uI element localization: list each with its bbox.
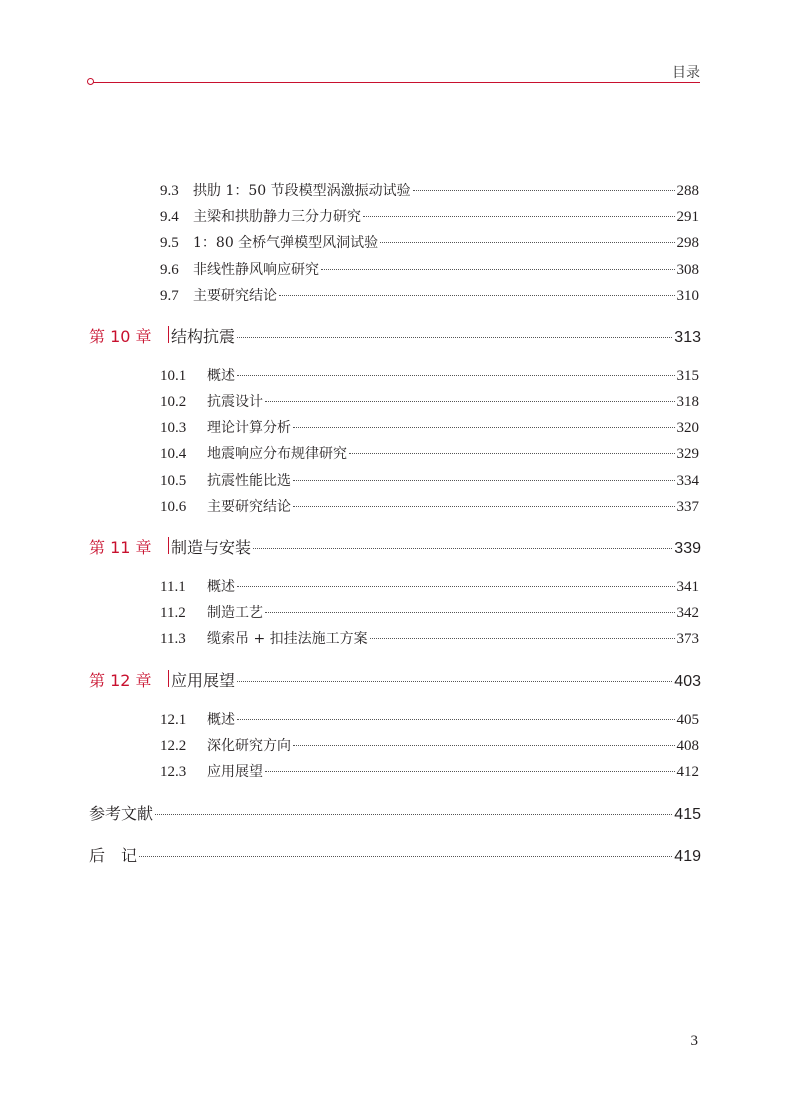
dot-leader: [265, 612, 675, 613]
toc-entry-12-3[interactable]: [160, 761, 699, 781]
page-number: 341: [676, 579, 699, 595]
chapter-label: 第 12 章: [89, 668, 171, 691]
dot-leader: [155, 814, 672, 815]
chapter-title: 结构抗震: [171, 327, 236, 346]
toc-entry-9-5[interactable]: [160, 232, 699, 252]
references-title: 参考文献: [89, 804, 154, 823]
dot-leader: [279, 295, 675, 296]
chapter-divider: [168, 670, 169, 687]
section-title: 1：80 全桥气弹模型风洞试验: [193, 235, 379, 251]
toc-entry-12-1[interactable]: [160, 709, 699, 729]
dot-leader: [139, 856, 672, 857]
toc-entry-9-7[interactable]: [160, 285, 699, 305]
dot-leader: [321, 269, 675, 270]
header-title: 目录: [672, 65, 700, 81]
section-title: 深化研究方向: [207, 738, 291, 754]
section-number: 10.4: [160, 446, 187, 462]
section-number: 10.2: [160, 394, 187, 410]
header-rule: [92, 82, 700, 83]
chapter-divider: [168, 537, 169, 554]
section-number: 11.1: [160, 579, 186, 595]
section-number: 9.5: [160, 235, 179, 251]
section-number: 9.4: [160, 209, 179, 225]
dot-leader: [293, 480, 675, 481]
toc-chapter-11[interactable]: [89, 535, 701, 558]
toc-chapter-12[interactable]: [89, 668, 701, 691]
section-number: 10.1: [160, 368, 187, 384]
toc-entry-11-1[interactable]: [160, 576, 699, 596]
dot-leader: [253, 548, 672, 549]
section-number: 12.3: [160, 764, 187, 780]
page-number: 320: [676, 420, 699, 436]
section-title: 拱肋 1：50 节段模型涡激振动试验: [193, 183, 411, 199]
toc-references[interactable]: [89, 801, 701, 824]
dot-leader: [237, 586, 675, 587]
toc-entry-10-5[interactable]: [160, 470, 699, 490]
section-title: 概述: [207, 712, 235, 728]
page-number: 419: [674, 848, 701, 865]
toc-entry-10-2[interactable]: [160, 391, 699, 411]
page-number: 315: [676, 368, 699, 384]
dot-leader: [349, 453, 675, 454]
section-title: 主梁和拱肋静力三分力研究: [193, 209, 361, 225]
page-number: 415: [674, 806, 701, 823]
section-title: 理论计算分析: [207, 420, 291, 436]
page-number: 342: [676, 605, 699, 621]
page-number: 298: [676, 235, 699, 251]
section-number: 11.3: [160, 631, 186, 647]
toc-entry-10-6[interactable]: [160, 496, 699, 516]
toc-entry-10-1[interactable]: [160, 365, 699, 385]
page-number-footer: 3: [690, 1033, 698, 1049]
section-title: 主要研究结论: [193, 288, 277, 304]
afterword-title: 后 记: [89, 846, 138, 865]
page-number: 403: [674, 673, 701, 690]
section-title: 应用展望: [207, 764, 263, 780]
section-title: 抗震设计: [207, 394, 263, 410]
chapter-label: 第 11 章: [89, 535, 171, 558]
section-number: 10.5: [160, 473, 187, 489]
dot-leader: [293, 427, 675, 428]
section-number: 9.7: [160, 288, 179, 304]
header-dot: [87, 78, 94, 85]
section-number: 9.3: [160, 183, 179, 199]
dot-leader: [363, 216, 675, 217]
section-title: 制造工艺: [207, 605, 263, 621]
section-title: 主要研究结论: [207, 499, 291, 515]
section-title: 地震响应分布规律研究: [207, 446, 347, 462]
section-title: 概述: [207, 368, 235, 384]
section-number: 10.6: [160, 499, 187, 515]
page-number: 310: [676, 288, 699, 304]
section-number: 11.2: [160, 605, 186, 621]
page-number: 291: [676, 209, 699, 225]
section-number: 12.1: [160, 712, 187, 728]
dot-leader: [237, 337, 672, 338]
dot-leader: [413, 190, 675, 191]
page-number: 329: [676, 446, 699, 462]
toc-entry-9-3[interactable]: [160, 180, 699, 200]
chapter-divider: [168, 326, 169, 343]
chapter-label: 第 10 章: [89, 324, 171, 347]
dot-leader: [265, 401, 675, 402]
section-number: 10.3: [160, 420, 187, 436]
toc-entry-12-2[interactable]: [160, 735, 699, 755]
dot-leader: [237, 375, 675, 376]
page-number: 308: [676, 262, 699, 278]
toc-chapter-10[interactable]: [89, 324, 701, 347]
section-title: 缆索吊 + 扣挂法施工方案: [207, 631, 368, 647]
page-number: 288: [676, 183, 699, 199]
toc-entry-9-4[interactable]: [160, 206, 699, 226]
page-number: 318: [676, 394, 699, 410]
page-number: 334: [676, 473, 699, 489]
section-number: 12.2: [160, 738, 187, 754]
page-number: 373: [676, 631, 699, 647]
page-number: 405: [676, 712, 699, 728]
dot-leader: [265, 771, 675, 772]
dot-leader: [237, 681, 672, 682]
page-number: 339: [674, 540, 701, 557]
toc-entry-9-6[interactable]: [160, 259, 699, 279]
section-title: 非线性静风响应研究: [193, 262, 319, 278]
page-number: 337: [676, 499, 699, 515]
toc-entry-11-2[interactable]: [160, 602, 699, 622]
dot-leader: [293, 745, 675, 746]
toc-entry-10-4[interactable]: [160, 443, 699, 463]
toc-entry-10-3[interactable]: [160, 417, 699, 437]
dot-leader: [370, 638, 675, 639]
dot-leader: [380, 242, 674, 243]
page-number: 412: [676, 764, 699, 780]
page-number: 408: [676, 738, 699, 754]
toc-entry-11-3[interactable]: [160, 628, 699, 648]
chapter-title: 应用展望: [171, 671, 236, 690]
section-number: 9.6: [160, 262, 179, 278]
toc-afterword[interactable]: [89, 843, 701, 866]
section-title: 抗震性能比选: [207, 473, 291, 489]
page-number: 313: [674, 329, 701, 346]
dot-leader: [237, 719, 675, 720]
dot-leader: [293, 506, 675, 507]
section-title: 概述: [207, 579, 235, 595]
chapter-title: 制造与安装: [171, 538, 252, 557]
